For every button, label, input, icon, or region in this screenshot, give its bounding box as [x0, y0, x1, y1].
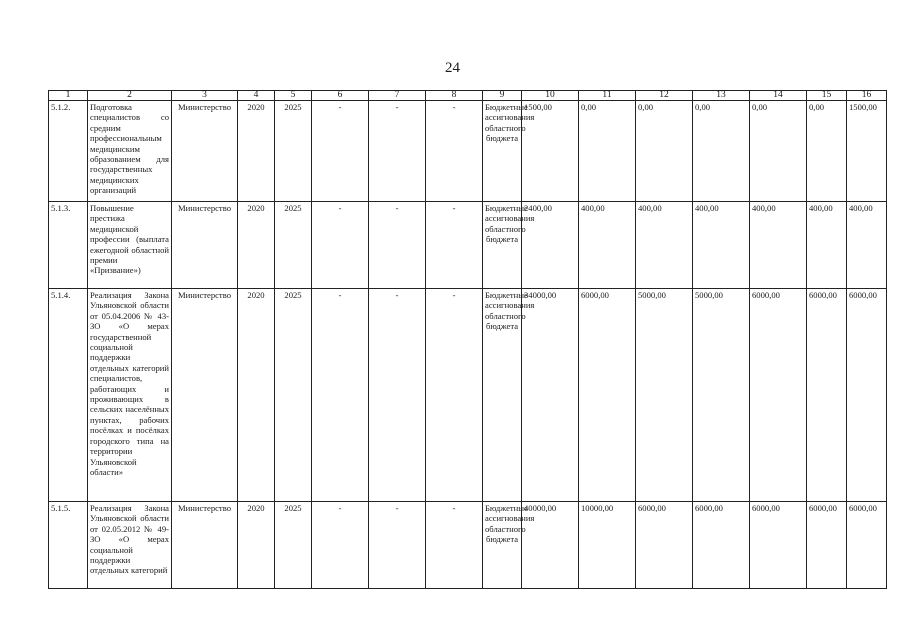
column-header: 15 — [807, 91, 847, 101]
column-header: 7 — [369, 91, 426, 101]
row-year-amount: 6000,00 — [693, 502, 750, 589]
row-year-amount: 6000,00 — [847, 502, 887, 589]
row-year-amount: 10000,00 — [579, 502, 636, 589]
row-total: 34000,00 — [522, 289, 579, 502]
row-col8: - — [426, 202, 483, 289]
row-col6: - — [312, 202, 369, 289]
table-row — [49, 502, 887, 589]
row-col8: - — [426, 101, 483, 202]
column-header: 3 — [172, 91, 238, 101]
table-row — [49, 101, 887, 202]
row-year-amount: 400,00 — [579, 202, 636, 289]
row-year-amount: 1500,00 — [847, 101, 887, 202]
row-year-amount: 6000,00 — [750, 502, 807, 589]
column-header: 10 — [522, 91, 579, 101]
column-header: 12 — [636, 91, 693, 101]
row-description: Повышение престижа медицинской профессии (выплата ежегодной областной премии «Призвание») — [88, 202, 172, 289]
column-header: 5 — [275, 91, 312, 101]
row-executor: Министерство — [172, 502, 238, 589]
row-year-amount: 6000,00 — [807, 502, 847, 589]
column-header: 6 — [312, 91, 369, 101]
budget-table — [48, 90, 887, 589]
column-header: 9 — [483, 91, 522, 101]
row-year-amount: 6000,00 — [636, 502, 693, 589]
page-number: 24 — [445, 60, 460, 76]
row-year-amount: 6000,00 — [807, 289, 847, 502]
row-col6: - — [312, 101, 369, 202]
row-year-start: 2020 — [238, 289, 275, 502]
row-col7: - — [369, 202, 426, 289]
row-funding-source: Бюджетные ассигнования областного бюджета — [483, 101, 522, 202]
row-year-end: 2025 — [275, 101, 312, 202]
row-year-end: 2025 — [275, 289, 312, 502]
row-year-amount: 400,00 — [693, 202, 750, 289]
row-year-amount: 400,00 — [636, 202, 693, 289]
table-row — [49, 202, 887, 289]
row-executor: Министерство — [172, 289, 238, 502]
row-year-amount: 400,00 — [750, 202, 807, 289]
row-year-amount: 0,00 — [579, 101, 636, 202]
row-funding-source: Бюджетные ассигнования областного бюджета — [483, 202, 522, 289]
row-total: 2400,00 — [522, 202, 579, 289]
column-header: 11 — [579, 91, 636, 101]
column-header: 13 — [693, 91, 750, 101]
row-executor: Министерство — [172, 101, 238, 202]
table-row — [49, 289, 887, 502]
row-year-amount: 0,00 — [636, 101, 693, 202]
row-funding-source: Бюджетные ассигнования областного бюджета — [483, 289, 522, 502]
row-year-amount: 0,00 — [750, 101, 807, 202]
row-year-amount: 400,00 — [847, 202, 887, 289]
column-header: 1 — [49, 91, 88, 101]
row-total: 1500,00 — [522, 101, 579, 202]
row-col7: - — [369, 101, 426, 202]
row-col8: - — [426, 502, 483, 589]
row-code: 5.1.2. — [49, 101, 88, 202]
column-header: 4 — [238, 91, 275, 101]
row-code: 5.1.4. — [49, 289, 88, 502]
column-header: 8 — [426, 91, 483, 101]
row-year-start: 2020 — [238, 101, 275, 202]
row-year-amount: 5000,00 — [693, 289, 750, 502]
row-year-amount: 6000,00 — [579, 289, 636, 502]
row-year-amount: 5000,00 — [636, 289, 693, 502]
column-header: 14 — [750, 91, 807, 101]
row-year-end: 2025 — [275, 502, 312, 589]
header-row — [49, 91, 887, 101]
row-col6: - — [312, 289, 369, 502]
row-description: Реализация Закона Ульяновской области от 02.05.2012 № 49-ЗО «О мерах социальной поддержки отдельных категорий — [88, 502, 172, 589]
row-col6: - — [312, 502, 369, 589]
row-year-amount: 0,00 — [807, 101, 847, 202]
row-description: Подготовка специалистов со средним профессиональным медицинским образованием для государственных медицинских организаций — [88, 101, 172, 202]
column-header: 16 — [847, 91, 887, 101]
row-description: Реализация Закона Ульяновской области от 05.04.2006 № 43-ЗО «О мерах государственной социальной поддержки отдельных категорий специалистов, работающих и проживающих в сельских населённых пунктах, рабочих посёлках и посёлках городского типа на территории Ульяновской области» — [88, 289, 172, 502]
row-year-amount: 6000,00 — [750, 289, 807, 502]
column-header: 2 — [88, 91, 172, 101]
row-year-amount: 0,00 — [693, 101, 750, 202]
row-funding-source: Бюджетные ассигнования областного бюджета — [483, 502, 522, 589]
row-year-start: 2020 — [238, 202, 275, 289]
row-executor: Министерство — [172, 202, 238, 289]
row-col7: - — [369, 502, 426, 589]
row-code: 5.1.3. — [49, 202, 88, 289]
row-year-start: 2020 — [238, 502, 275, 589]
row-year-amount: 6000,00 — [847, 289, 887, 502]
row-col7: - — [369, 289, 426, 502]
row-col8: - — [426, 289, 483, 502]
row-year-end: 2025 — [275, 202, 312, 289]
row-year-amount: 400,00 — [807, 202, 847, 289]
row-code: 5.1.5. — [49, 502, 88, 589]
row-total: 40000,00 — [522, 502, 579, 589]
